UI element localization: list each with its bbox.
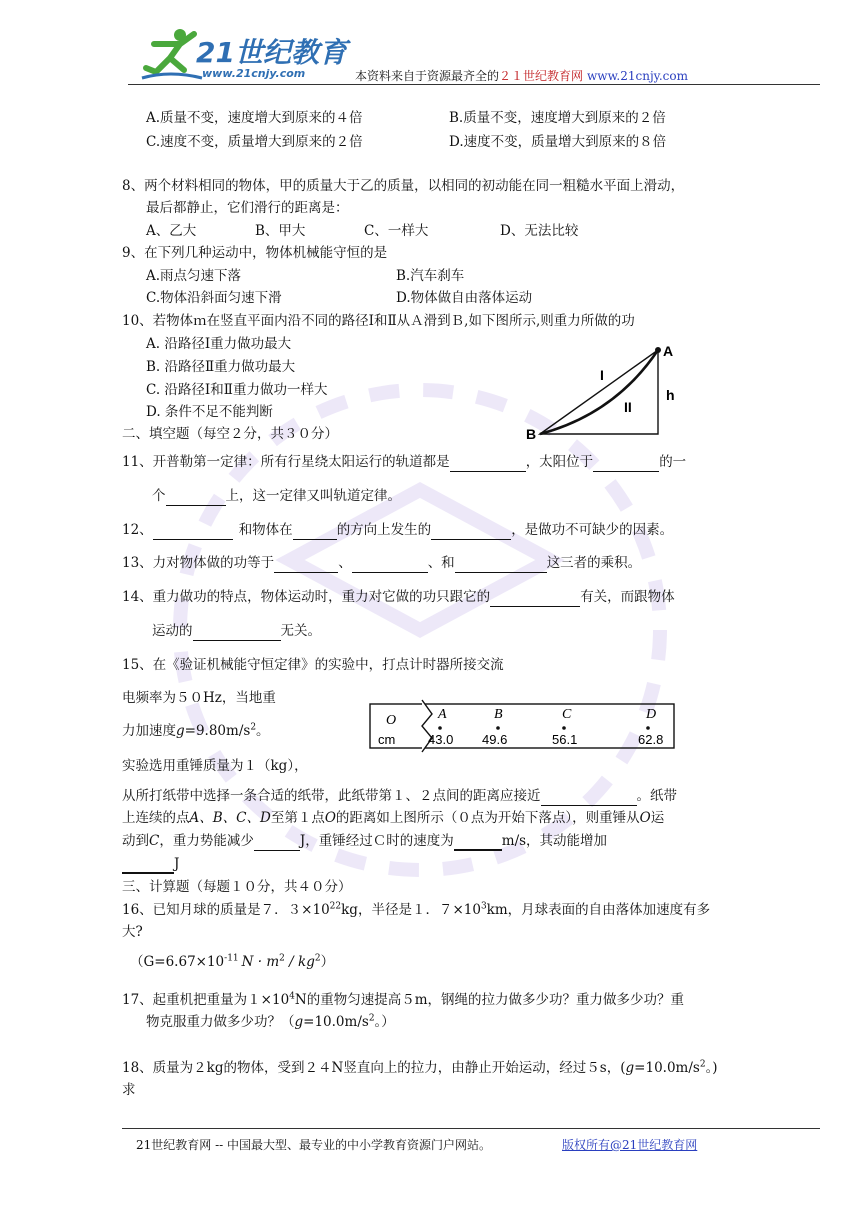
- q15-line6-text2: 至第１点: [270, 810, 325, 826]
- q15-line8: [122, 854, 179, 874]
- q13-text-3: 、和: [427, 555, 455, 571]
- tape-unit: cm: [378, 732, 396, 747]
- section3-title: 三、计算题（每题１０分，共４０分）: [122, 879, 352, 895]
- tape-dot-b: [496, 726, 500, 730]
- label-path-ii: II: [624, 399, 632, 415]
- q15-point-o: O: [324, 810, 336, 826]
- q15-line6-text: 上连续的点: [122, 810, 190, 826]
- label-a: A: [663, 343, 674, 359]
- tape-label-b: B: [494, 707, 503, 722]
- q18-line1: [122, 1058, 718, 1078]
- q13-text-1: 13、力对物体做的功等于: [122, 555, 275, 571]
- point-a-dot: [655, 347, 661, 353]
- tape-dot-a: [438, 726, 442, 730]
- q14-text-4: 无关。: [280, 623, 321, 639]
- q8-option-b: B、甲大: [255, 223, 306, 239]
- q9-stem: 9、在下列几种运动中，物体机械能守恒的是: [122, 245, 388, 261]
- q15-line5: [122, 786, 677, 806]
- q14-text-2: 有关，而跟物体: [580, 589, 675, 605]
- q10-incline-figure: [520, 342, 690, 442]
- q8-stem-line1: 8、两个材料相同的物体，甲的质量大于乙的质量，以相同的初动能在同一粗糙水平面上滑动，: [122, 178, 685, 194]
- q14-text-1: 14、重力做功的特点，物体运动时，重力对它做的功只跟它的: [122, 589, 491, 605]
- header-source: [355, 66, 688, 86]
- q15-point-o2: O: [639, 810, 651, 826]
- q16-text-3: km，月球表面的自由落体加速度有多: [486, 902, 711, 918]
- q14-line2: [152, 621, 321, 641]
- q9-option-b: B.汽车刹车: [396, 268, 465, 284]
- q15-line6-text3: 的距离如上图所示（０点为开始下落点），则重锤从: [335, 810, 640, 826]
- q9-option-c: C.物体沿斜面匀速下滑: [146, 290, 282, 306]
- tape-value-b: 49.6: [482, 732, 508, 747]
- q17-line1: [122, 990, 684, 1010]
- q17-text-5: 。）: [374, 1014, 395, 1030]
- q7-option-d: D.速度不变，质量增大到原来的８倍: [449, 134, 667, 150]
- section2-title: 二、填空题（每空２分，共３０分）: [122, 426, 338, 442]
- q13-text-2: 、: [338, 555, 352, 571]
- footer-text: 21世纪教育网 -- 中国最大型、最专业的中小学教育资源门户网站。: [136, 1138, 492, 1152]
- q15-line7-text: 动到: [122, 833, 149, 849]
- header-source-prefix: 本资料来自于资源最齐全的: [355, 69, 500, 83]
- q13-blank-1[interactable]: [274, 558, 338, 573]
- tape-label-o: O: [386, 713, 397, 728]
- q15-line7: [122, 831, 607, 851]
- q10-option-d: D. 条件不足不能判断: [146, 404, 273, 420]
- q8-option-a: A、乙大: [146, 223, 197, 239]
- q9-option-a: A.雨点匀速下落: [146, 268, 242, 284]
- q11-blank-2[interactable]: [593, 457, 659, 472]
- q15-line7-text2: ，重力势能减少: [159, 833, 254, 849]
- q15-line6: [122, 808, 664, 828]
- tape-label-d: D: [646, 707, 657, 722]
- q17-line2: [146, 1012, 395, 1032]
- q16-exp-2: 3: [480, 901, 487, 912]
- q8-option-c: C、一样大: [364, 223, 429, 239]
- logo-main-text: 21世纪教育: [196, 36, 347, 69]
- q12-text-3: 的方向上发生的: [336, 522, 432, 538]
- incline-triangle: [540, 350, 658, 434]
- label-b: B: [526, 426, 537, 442]
- tape-label-c: C: [562, 707, 572, 722]
- q15-line5-end: 。纸带: [636, 788, 677, 804]
- paper-tape-figure: [364, 694, 684, 754]
- q12-text-1: 12、: [122, 522, 153, 538]
- q17-g-symbol: g: [294, 1014, 304, 1030]
- q10-option-a: A. 沿路径Ⅰ重力做功最大: [146, 336, 292, 352]
- q14-text-3: 运动的: [152, 623, 193, 639]
- q18-g-symbol: g: [625, 1060, 635, 1076]
- q11-line1: [122, 452, 686, 472]
- q16-text-2: kg，半径是１．７×10: [341, 902, 481, 918]
- q15-line7-text3: J，重锤经过Ｃ时的速度为: [299, 833, 454, 849]
- q18-text-1: 18、质量为２kg的物体，受到２４N竖直向上的拉力，由静止开始运动，经过５s，(: [122, 1060, 626, 1076]
- q15-line3: [122, 721, 270, 741]
- q15-blank-1[interactable]: [541, 791, 637, 806]
- q11-text-5: 上，这一定律又叫轨道定律。: [225, 488, 401, 504]
- footer-copyright-link[interactable]: 版权所有@21世纪教育网: [562, 1138, 698, 1152]
- header-source-url[interactable]: www.21cnjy.com: [587, 69, 688, 83]
- tape-label-a: A: [438, 707, 447, 722]
- q13-blank-2[interactable]: [352, 558, 428, 573]
- q15-line4: 实验选用重锤质量为１（kg），: [122, 758, 308, 774]
- q17-text-1: 17、起重机把重量为１×10: [122, 992, 290, 1008]
- q16-text-1: 16、已知月球的质量是７．３×10: [122, 902, 330, 918]
- q15-gravity-label: 力加速度: [122, 723, 176, 739]
- q8-stem-line2: 最后都静止，它们滑行的距离是：: [146, 200, 349, 216]
- q16-const-exp2: 2: [279, 953, 285, 964]
- q13-text-4: 这三者的乘积。: [546, 555, 642, 571]
- q15-line5-text: 从所打纸带中选择一条合适的纸带，此纸带第１、２点间的距离应接近: [122, 788, 541, 804]
- q16-const-unit: N · m: [241, 954, 280, 970]
- q15-gravity-exp: 2: [250, 722, 257, 733]
- q16-constant: [130, 952, 334, 972]
- q12-line: [122, 520, 673, 540]
- q16-const-unit2: / kg: [284, 954, 315, 970]
- q15-line8-unit: J: [174, 856, 180, 872]
- tape-dot-c: [562, 726, 566, 730]
- q15-blank-3[interactable]: [454, 835, 502, 851]
- q15-stem: 15、在《验证机械能守恒定律》的实验中，打点计时器所接交流: [122, 657, 504, 673]
- q17-text-3: 物克服重力做多少功？（: [146, 1014, 295, 1030]
- q15-gravity-value: =9.80m/s: [184, 723, 251, 739]
- header-source-site: ２１世纪教育网: [499, 69, 584, 83]
- q12-text-2: 和物体在: [238, 522, 293, 538]
- q16-const-text: （G=6.67×10: [130, 954, 225, 970]
- logo-url-text: www.21cnjy.com: [202, 67, 306, 80]
- q9-option-d: D.物体做自由落体运动: [396, 290, 533, 306]
- tape-outline: [370, 704, 674, 748]
- q17-text-2: N的重物匀速提高５m，钢绳的拉力做多少功？重力做多少功？重: [294, 992, 685, 1008]
- q11-text-2: ，太阳位于: [525, 454, 594, 470]
- tape-value-c: 56.1: [552, 732, 578, 747]
- q15-line2: 电频率为５０Hz，当地重: [122, 690, 276, 706]
- q11-line2: [152, 486, 401, 506]
- q10-option-b: B. 沿路径Ⅱ重力做功最大: [146, 359, 296, 375]
- q17-text-4: =10.0m/s: [303, 1014, 369, 1030]
- q8-option-d: D、无法比较: [500, 223, 579, 239]
- header-divider: [128, 84, 820, 85]
- q15-g-symbol: g: [176, 723, 185, 739]
- q16-const-end: ）: [320, 954, 335, 970]
- q17-exp2: 2: [368, 1013, 375, 1024]
- q11-text-3: 的一: [659, 454, 687, 470]
- q14-blank-1[interactable]: [490, 592, 580, 607]
- q11-text-1: 11、开普勒第一定律：所有行星绕太阳运行的轨道都是: [122, 454, 450, 470]
- q15-gravity-end: 。: [256, 723, 270, 739]
- q10-option-c: C. 沿路径Ⅰ和Ⅱ重力做功一样大: [146, 382, 328, 398]
- label-h: h: [666, 387, 675, 403]
- q7-option-a: A.质量不变，速度增大到原来的４倍: [146, 110, 363, 126]
- q16-line2: 大?: [122, 924, 143, 940]
- runner-icon: [140, 26, 204, 82]
- tape-dot-d: [646, 726, 650, 730]
- label-path-i: I: [600, 367, 604, 383]
- q15-line7-text4: m/s，其动能增加: [501, 833, 608, 849]
- q7-option-c: C.速度不变，质量增大到原来的２倍: [146, 134, 363, 150]
- q15-line6-end: 运: [650, 810, 665, 826]
- q12-blank-1[interactable]: [153, 525, 233, 540]
- q10-stem: 10、若物体ｍ在竖直平面内沿不同的路径Ⅰ和Ⅱ从Ａ滑到Ｂ,如下图所示,则重力所做的功: [122, 313, 635, 329]
- q12-blank-3[interactable]: [431, 525, 511, 540]
- q16-const-exp: -11: [224, 953, 239, 964]
- footer-divider: [122, 1128, 820, 1129]
- q11-text-4: 个: [152, 488, 166, 504]
- q13-line: [122, 553, 641, 573]
- q18-text-3: 。): [705, 1060, 718, 1076]
- q18-line2: 求: [122, 1082, 136, 1098]
- q12-text-4: ，是做功不可缺少的因素。: [511, 522, 674, 538]
- q16-const-exp3: 2: [314, 953, 321, 964]
- q13-blank-3[interactable]: [455, 558, 547, 573]
- tape-value-a: 43.0: [428, 732, 454, 747]
- q15-blank-2[interactable]: [254, 836, 300, 851]
- q15-points: A、B、C、D: [189, 810, 271, 826]
- q11-blank-1[interactable]: [450, 457, 526, 472]
- q18-exp: 2: [699, 1059, 706, 1070]
- q18-text-2: =10.0m/s: [634, 1060, 700, 1076]
- q7-option-b: B.质量不变，速度增大到原来的２倍: [449, 110, 666, 126]
- q14-blank-2[interactable]: [193, 626, 281, 641]
- q16-exp-1: 22: [329, 901, 342, 912]
- tape-value-d: 62.8: [638, 732, 664, 747]
- q12-blank-2[interactable]: [293, 525, 337, 540]
- q14-line1: [122, 587, 675, 607]
- q15-point-c: C: [149, 833, 160, 849]
- q16-line1: [122, 900, 710, 920]
- q15-blank-4[interactable]: [122, 858, 174, 874]
- q17-exp: 4: [289, 991, 295, 1002]
- q11-blank-3[interactable]: [166, 491, 226, 506]
